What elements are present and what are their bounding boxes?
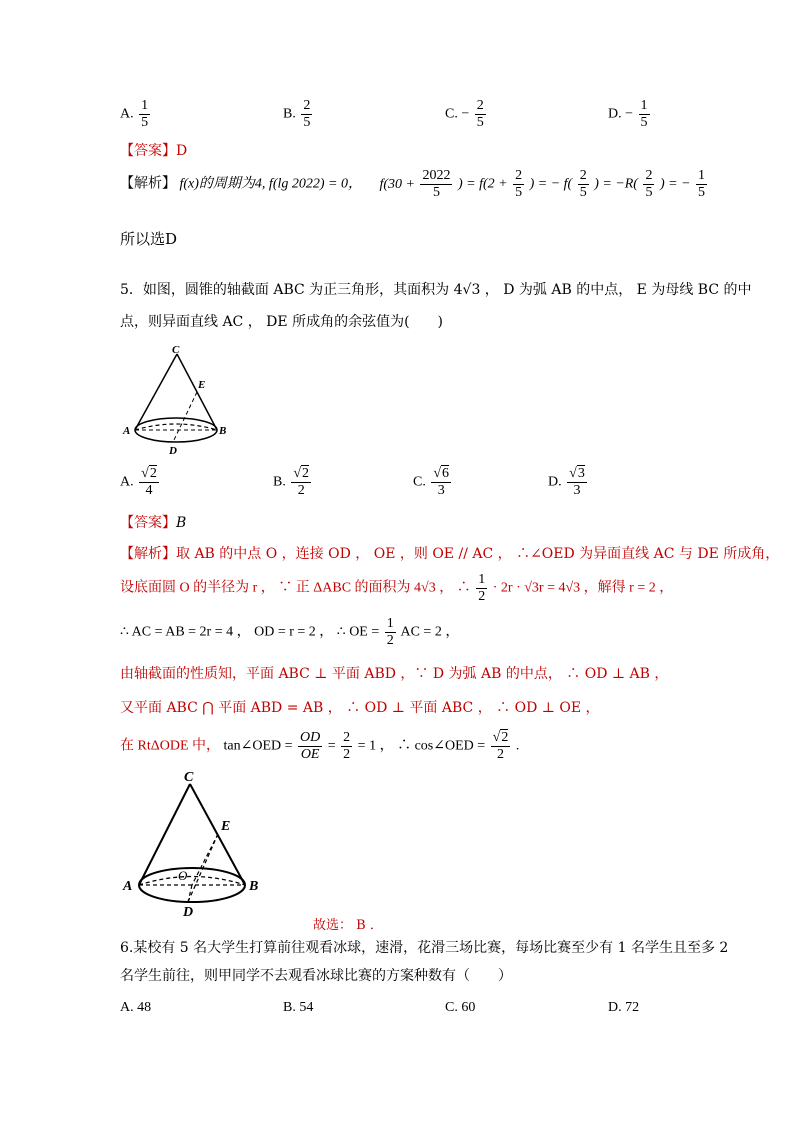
numerator: 1 xyxy=(386,616,394,631)
q4-conclusion: 所以选D xyxy=(120,230,178,248)
denominator: 5 xyxy=(645,185,653,200)
cone-figure-small xyxy=(115,342,235,457)
q5-stem-line-2: 点，则异面直线 AC ， DE 所成角的余弦值为( ) xyxy=(120,314,443,330)
fraction: $\frac{√2}{2}$ xyxy=(293,466,310,498)
denominator: 5 xyxy=(141,115,149,130)
numerator: OD xyxy=(300,730,321,745)
option-letter: A. xyxy=(120,1000,134,1015)
denominator: 5 xyxy=(640,115,648,130)
denominator: 5 xyxy=(432,185,440,200)
option-letter: C. xyxy=(445,106,458,122)
label-d: D xyxy=(169,445,177,457)
numerator: 6 xyxy=(442,466,450,481)
option-value: 60 xyxy=(461,1000,476,1015)
label-e: E xyxy=(198,379,206,391)
numerator: 2 xyxy=(476,98,484,113)
fraction xyxy=(643,168,654,201)
option-letter: B. xyxy=(273,474,286,490)
option-letter: D. xyxy=(548,474,562,490)
label-b: B xyxy=(249,879,259,894)
q5-solution-line-3 xyxy=(120,616,459,649)
q4-answer xyxy=(120,140,187,160)
q5-solution-line-1 xyxy=(120,542,779,566)
denominator: 3 xyxy=(437,483,445,498)
analysis-text: 在 RtΔODE 中， xyxy=(120,738,221,754)
q6-option-c xyxy=(445,1000,475,1016)
answer-value: D xyxy=(176,143,188,159)
label-c: C xyxy=(184,770,194,785)
q5-solution-line-4: 由轴截面的性质知，平面 ABC ⊥ 平面 ABD ，∵ D 为弧 AB 的中点， ∴ OD ⊥ AB ， xyxy=(120,666,669,682)
q4-analysis xyxy=(120,168,709,201)
numerator: 2 xyxy=(645,168,653,183)
analysis-text: f(x)的周期为4, f(lg 2022) = 0， xyxy=(179,176,362,192)
q6-option-a xyxy=(120,1000,151,1016)
denominator: 3 xyxy=(573,483,581,498)
denominator: 5 xyxy=(303,115,311,130)
analysis-text: tan∠OED = xyxy=(223,738,293,754)
q5-solution-line-2 xyxy=(120,572,673,605)
q5-stem-line-1: 5．如图，圆锥的轴截面 ABC 为正三角形，其面积为 4√3 ， D 为弧 AB 的中点， E 为母线 BC 的中 xyxy=(120,282,752,298)
option-value: 72 xyxy=(625,1000,640,1015)
label-b: B xyxy=(219,425,227,437)
analysis-text: AC = 2 ， xyxy=(400,624,460,640)
option-letter: D. xyxy=(608,1000,622,1015)
analysis-text: f(30 + xyxy=(379,176,415,192)
answer-label: 【答案】 xyxy=(120,143,176,159)
analysis-label: 【解析】 xyxy=(120,176,176,192)
q4-option-c xyxy=(445,98,488,131)
denominator: 5 xyxy=(476,115,484,130)
denominator: OE xyxy=(300,747,320,762)
fraction xyxy=(578,168,589,201)
q5-option-a xyxy=(120,466,161,499)
analysis-text: ) = −R( xyxy=(594,176,638,192)
numerator: 1 xyxy=(698,168,706,183)
option-letter: B. xyxy=(283,1000,296,1015)
q5-solution-line-5: 又平面 ABC ⋂ 平面 ABD = AB ， ∴ OD ⊥ 平面 ABC ， ∴ OD ⊥ OE ， xyxy=(120,700,600,716)
denominator: 2 xyxy=(386,633,394,648)
q4-option-b xyxy=(283,98,314,131)
fraction xyxy=(476,572,487,605)
option-value: 48 xyxy=(137,1000,152,1015)
fraction xyxy=(341,730,352,763)
analysis-text: . xyxy=(515,738,520,754)
fraction xyxy=(298,730,322,763)
q5-choose: 故选： B ． xyxy=(313,918,383,933)
analysis-text: 设底面圆 O 的半径为 r ， ∵ 正 ΔABC 的面积为 4√3 ， ∴ xyxy=(120,580,471,596)
analysis-text: = 1 ， ∴ cos∠OED = xyxy=(357,738,486,754)
answer-value: B xyxy=(176,515,187,531)
numerator: 2 xyxy=(343,730,351,745)
fraction xyxy=(475,98,486,131)
q6-option-d xyxy=(608,1000,639,1016)
numerator: 2 xyxy=(579,168,587,183)
fraction: $\frac{√2}{2}$ xyxy=(492,730,509,762)
numerator: 2 xyxy=(501,730,509,745)
denominator: 2 xyxy=(496,747,504,762)
option-letter: B. xyxy=(283,106,296,122)
q5-option-d xyxy=(548,466,589,499)
option-letter: D. xyxy=(608,106,622,122)
denominator: 5 xyxy=(515,185,523,200)
fraction: $\frac{√6}{3}$ xyxy=(433,466,450,498)
label-c: C xyxy=(172,344,180,356)
label-o: O xyxy=(178,868,188,883)
denominator: 5 xyxy=(698,185,706,200)
q5-solution-line-6: 在 RtΔODE 中， tan∠OED = $\frac{OD}{OE}$ = $\frac{2}{2}$ = 1 ， ∴ cos∠OED = $\frac{√2}{2}$ . xyxy=(120,730,520,762)
analysis-text: ) = − f( xyxy=(529,176,573,192)
q4-option-a xyxy=(120,98,152,131)
minus-sign: − xyxy=(625,106,634,122)
fraction: $\frac{√3}{3}$ xyxy=(569,466,585,498)
denominator: 5 xyxy=(579,185,587,200)
option-value: 54 xyxy=(299,1000,314,1015)
q6-stem-line-2: 名学生前往，则甲同学不去观看冰球比赛的方案种数有（ ） xyxy=(120,968,512,984)
answer-label: 【答案】 xyxy=(120,515,176,531)
analysis-text: ∴ AC = AB = 2r = 4 ， OD = r = 2 ， ∴ OE = xyxy=(120,624,380,640)
numerator: 1 xyxy=(640,98,648,113)
option-letter: C. xyxy=(445,1000,458,1015)
fraction xyxy=(420,168,452,201)
numerator: 3 xyxy=(577,466,585,481)
numerator: 2 xyxy=(149,466,157,481)
label-e: E xyxy=(221,819,231,834)
label-d: D xyxy=(183,905,194,918)
option-letter: A. xyxy=(120,106,134,122)
numerator: 2 xyxy=(302,466,310,481)
fraction xyxy=(696,168,707,201)
q4-option-d xyxy=(608,98,652,131)
denominator: 2 xyxy=(478,589,486,604)
fraction xyxy=(513,168,524,201)
numerator: 2022 xyxy=(422,168,451,183)
fraction xyxy=(301,98,312,131)
q6-stem-line-1: 6.某校有 5 名大学生打算前往观看冰球，速滑，花滑三场比赛，每场比赛至少有 1 名学生且至多 2 xyxy=(120,940,729,956)
q5-option-c xyxy=(413,466,453,499)
fraction xyxy=(639,98,650,131)
denominator: 2 xyxy=(297,483,305,498)
label-a: A xyxy=(123,425,131,437)
option-letter: C. xyxy=(413,474,426,490)
numerator: 2 xyxy=(515,168,523,183)
label-a: A xyxy=(123,879,133,894)
numerator: 1 xyxy=(141,98,149,113)
q5-option-b xyxy=(273,466,313,499)
fraction xyxy=(385,616,396,649)
denominator: 4 xyxy=(145,483,153,498)
analysis-text: ) = − xyxy=(659,176,691,192)
analysis-text: · 2r · √3r = 4√3 ，解得 r = 2 ， xyxy=(492,580,674,596)
analysis-text: 取 AB 的中点 O ，连接 OD ， OE ，则 OE // AC ， ∴∠OED 为异面直线 AC 与 DE 所成角， xyxy=(176,546,780,562)
cone-figure-large xyxy=(118,768,278,918)
option-letter: A. xyxy=(120,474,134,490)
analysis-text: ) = f(2 + xyxy=(457,176,508,192)
fraction xyxy=(139,98,150,131)
analysis-label: 【解析】 xyxy=(120,546,176,562)
numerator: 1 xyxy=(478,572,486,587)
q6-option-b xyxy=(283,1000,313,1016)
q5-answer xyxy=(120,512,186,532)
numerator: 2 xyxy=(303,98,311,113)
fraction: $\frac{√2}{4}$ xyxy=(141,466,157,498)
denominator: 2 xyxy=(343,747,351,762)
minus-sign: − xyxy=(461,106,470,122)
